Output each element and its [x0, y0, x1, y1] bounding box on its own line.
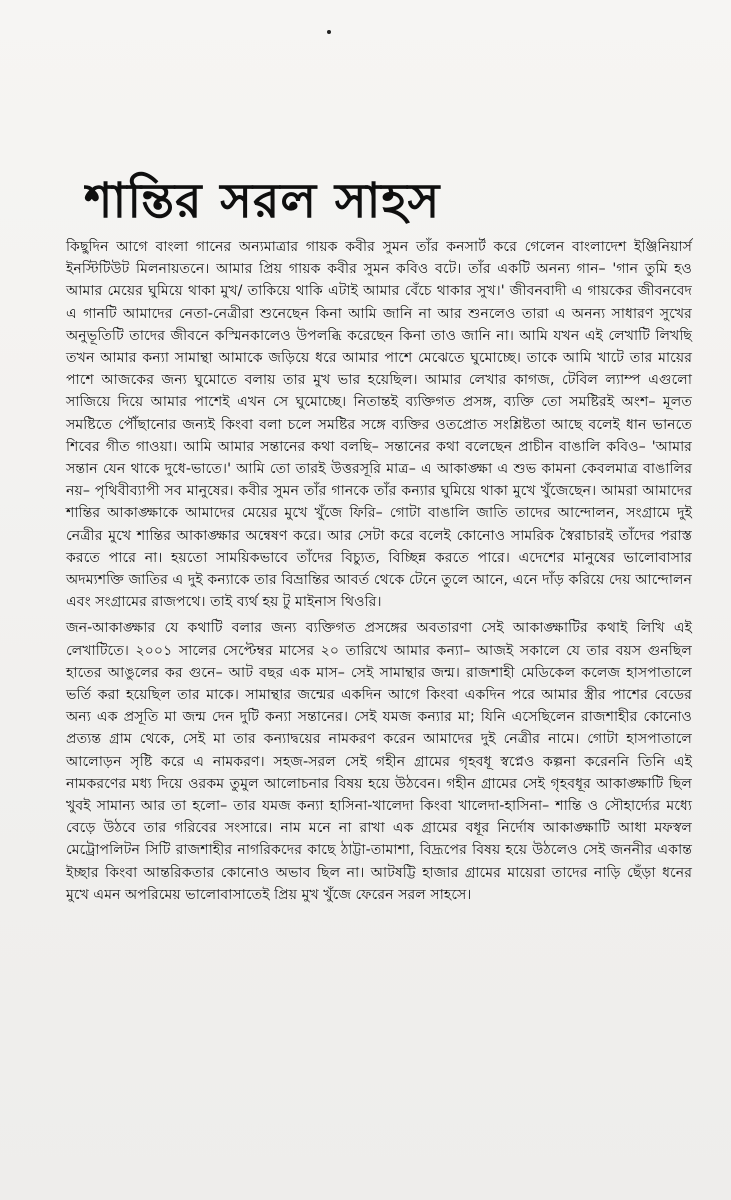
- article-body: [66, 236, 692, 906]
- article-title: শান্তির সরল সাহস: [84, 173, 441, 229]
- paragraph-1: কিছুদিন আগে বাংলা গানের অন্যমাত্রার গায়ক কবীর সুমন তাঁর কনসার্ট করে গেলেন বাংলাদেশ ইঞ্জিনিয়ার্স ইনস্টিটিউট মিলনায়তনে। আমার প্রিয় গায়ক কবীর সুমন কবিও বটে। তাঁর একটি অনন্য গান– 'গান তুমি হও আমার মেয়ের ঘুমিয়ে থাকা মুখ/ তাকিয়ে থাকি এটাই আমার বেঁচে থাকার সুখ।' জীবনবাদী এ গায়কের জীবনবেদ এ গানটি আমাদের নেতা-নেত্রীরা শুনেছেন কিনা আমি জানি না আর শুনলেও তারা এ অনন্য সাধারণ সুখের অনুভূতিটি তাদের জীবনে কস্মিনকালেও উপলব্ধি করেছেন কিনা তাও জানি না। আমি যখন এই লেখাটি লিখছি তখন আমার কন্যা সামান্থা আমাকে জড়িয়ে ধরে আমার পাশে মেঝেতে ঘুমোচ্ছে। তাকে আমি খাটে তার মায়ের পাশে আজকের জন্য ঘুমোতে বলায় তার মুখ ভার হয়েছিল। আমার লেখার কাগজ, টেবিল ল্যাম্প এগুলো সাজিয়ে দিয়ে আমার পাশেই এখন সে ঘুমোচ্ছে। নিতান্তই ব্যক্তিগত প্রসঙ্গ, ব্যক্তি তো সমষ্টিরই অংশ– মূলত সমষ্টিতে পৌঁছানোর জন্যই কিংবা বলা চলে সমষ্টির সঙ্গে ব্যক্তির ওতপ্রোত সংশ্লিষ্টতা আছে বলেই ধান ভানতে শিবের গীত গাওয়া। আমি আমার সন্তানের কথা বলছি– সন্তানের কথা বলেছেন প্রাচীন বাঙালি কবিও– 'আমার সন্তান যেন থাকে দুধে-ভাতে।' আমি তো তারই উত্তরসূরি মাত্র– এ আকাঙ্ক্ষা এ শুভ কামনা কেবলমাত্র বাঙালির নয়– পৃথিবীব্যাপী সব মানুষের। কবীর সুমন তাঁর গানকে তাঁর কন্যার ঘুমিয়ে থাকা মুখে খুঁজেছেন। আমরা আমাদের শান্তির আকাঙ্ক্ষাকে আমাদের মেয়ের মুখে খুঁজে ফিরি– গোটা বাঙালি জাতি তাদের আন্দোলন, সংগ্রামে দুই নেত্রীর মুখে শান্তির আকাঙ্ক্ষার অন্বেষণ করে। আর সেটা করে বলেই কোনোও সামরিক স্বৈরাচারই তাঁদের পরাস্ত করতে পারে না। হয়তো সাময়িকভাবে তাঁদের বিচ্যুত, বিচ্ছিন্ন করতে পারে। এদেশের মানুষের ভালোবাসার অদম্যশক্তি জাতির এ দুই কন্যাকে তার বিভ্রান্তির আবর্ত থেকে টেনে তুলে আনে, এনে দাঁড় করিয়ে দেয় আন্দোলন এবং সংগ্রামের রাজপথে। তাই ব্যর্থ হয় টু মাইনাস থিওরি।: [66, 239, 692, 611]
- paragraph-2: জন-আকাঙ্ক্ষার যে কথাটি বলার জন্য ব্যক্তিগত প্রসঙ্গের অবতারণা সেই আকাঙ্ক্ষাটির কথাই লিখি এই লেখাটিতে। ২০০১ সালের সেপ্টেম্বর মাসের ২০ তারিখে আমার কন্যা– আজই সকালে যে তার বয়স গুনছিল হাতের আঙুলের কর গুনে– আট বছর এক মাস– সেই সামান্থার জন্ম। রাজশাহী মেডিকেল কলেজ হাসপাতালে ভর্তি করা হয়েছিল তার মাকে। সামান্থার জন্মের একদিন আগে কিংবা একদিন পরে আমার স্ত্রীর পাশের বেডের অন্য এক প্রসূতি মা জন্ম দেন দুটি কন্যা সন্তানের। সেই যমজ কন্যার মা; যিনি এসেছিলেন রাজশাহীর কোনোও প্রত্যন্ত গ্রাম থেকে, সেই মা তার কন্যাদ্বয়ের নামকরণ করেন আমাদের দুই নেত্রীর নামে। গোটা হাসপাতালে আলোড়ন সৃষ্টি করে এ নামকরণ। সহজ-সরল সেই গহীন গ্রামের গৃহবধূ স্বপ্নেও কল্পনা করেননি তিনি এই নামকরণের মধ্য দিয়ে ওরকম তুমুল আলোচনার বিষয় হয়ে উঠবেন। গহীন গ্রামের সেই গৃহবধূর আকাঙ্ক্ষাটি ছিল খুবই সামান্য আর তা হলো– তার যমজ কন্যা হাসিনা-খালেদা কিংবা খালেদা-হাসিনা– শান্তি ও সৌহার্দ্যের মধ্যে বেড়ে উঠবে তার গরিবের সংসারে। নাম মনে না রাখা এক গ্রামের বধূর নির্দোষ আকাঙ্ক্ষাটি আধা মফস্বল মেট্রোপলিটন সিটি রাজশাহীর নাগরিকদের কাছে ঠাট্টা-তামাশা, বিদ্রূপের বিষয় হয়ে উঠলেও সেই জননীর একান্ত ইচ্ছার কিংবা আন্তরিকতার কোনোও অভাব ছিল না। আটষট্টি হাজার গ্রামের মায়েরা তাদের নাড়ি ছেঁড়া ধনের মুখে এমন অপরিমেয় ভালোবাসাতেই প্রিয় মুখ খুঁজে ফেরেন সরল সাহসে।: [66, 620, 692, 903]
- page-dot-mark: [327, 30, 331, 34]
